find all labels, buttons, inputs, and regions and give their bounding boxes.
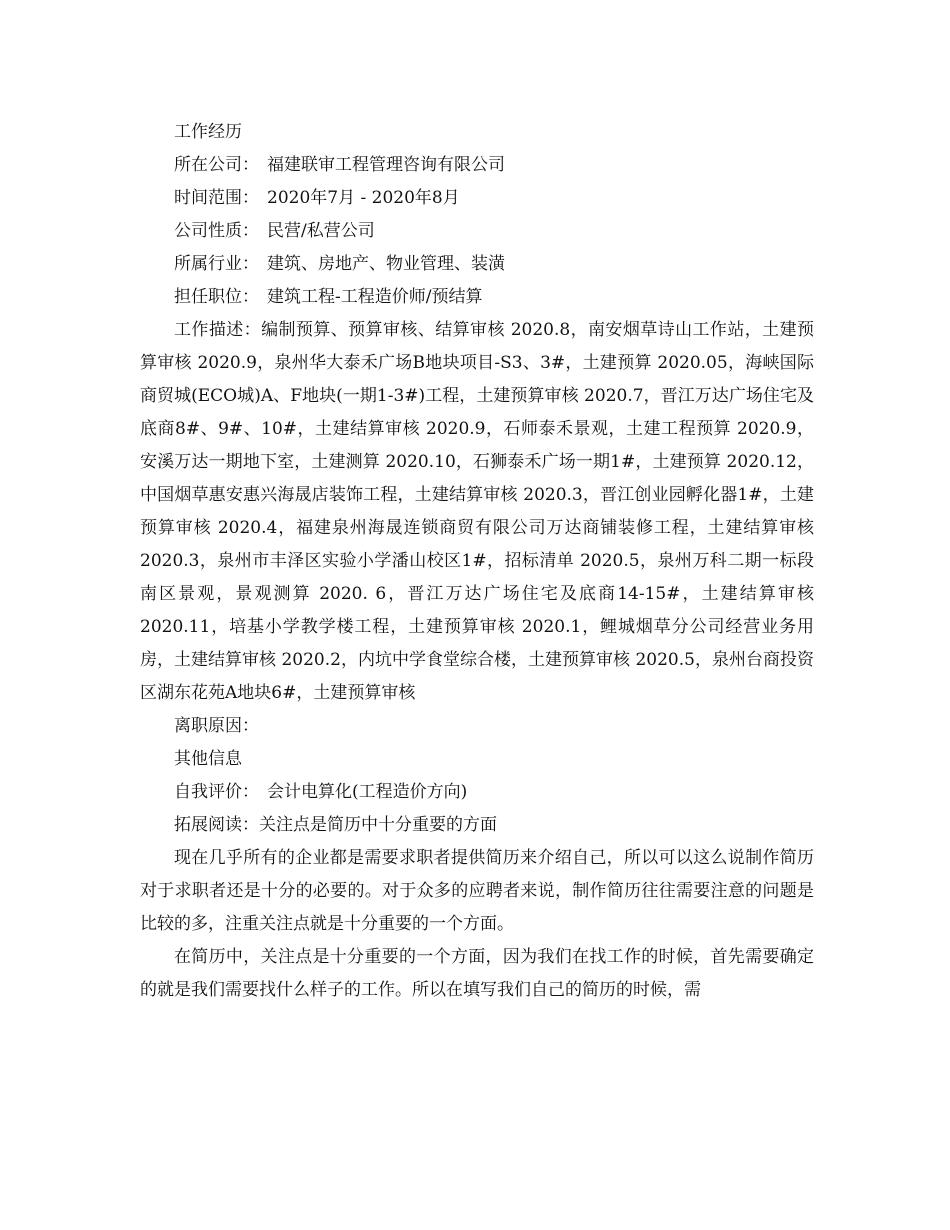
field-label: 所属行业：: [174, 254, 259, 274]
section-heading-work-experience: 工作经历: [174, 122, 242, 142]
work-description: [140, 314, 814, 710]
section-heading-other-info: 其他信息: [174, 749, 242, 769]
field-label: 时间范围：: [174, 188, 259, 208]
document-page: [140, 116, 814, 1007]
work-description-text: 编制预算、预算审核、结算审核 2020.8，南安烟草诗山工作站，土建预算审核 2020.9，泉州华大泰禾广场B地块项目-S3、3#，土建预算 2020.05，海峡国际商贸城(ECO城)A、F地块(一期1-3#)工程，土建预算审核 2020.7，晋江万达广场住宅及底商8#、9#、10#，土建结算审核 2020.9，石师泰禾景观，土建工程预算 2020.9，安溪万达一期地下室，土建测算 2020.10，石狮泰禾广场一期1#，土建预算 2020.12，中国烟草惠安惠兴海晟店装饰工程，土建结算审核 2020.3，晋江创业园孵化器1#，土建预算审核 2020.4，福建泉州海晟连锁商贸有限公司万达商铺装修工程，土建结算审核 2020.3，泉州市丰泽区实验小学潘山校区1#，招标清单 2020.5，泉州万科二期一标段南区景观，景观测算 2020. 6，晋江万达广场住宅及底商14-15#，土建结算审核 2020.11，培基小学教学楼工程，土建预算审核 2020.1，鲤城烟草分公司经营业务用房，土建结算审核 2020.2，内坑中学食堂综合楼，土建预算审核 2020.5，泉州台商投资区湖东花苑A地块6#，土建预算审核: [140, 320, 814, 703]
field-company-type: [140, 215, 814, 248]
field-company: [140, 149, 814, 182]
field-label: 担任职位：: [174, 287, 259, 307]
field-industry: [140, 248, 814, 281]
field-value: 民营/私营公司: [267, 221, 375, 241]
field-label: 自我评价：: [174, 782, 259, 802]
work-description-label: 工作描述：: [174, 320, 262, 340]
field-label: 公司性质：: [174, 221, 259, 241]
field-value: 会计电算化(工程造价方向): [267, 782, 468, 802]
field-value: 建筑工程-工程造价师/预结算: [267, 287, 483, 307]
body-paragraph: 在简历中，关注点是十分重要的一个方面，因为我们在找工作的时候，首先需要确定的就是我们需要找什么样子的工作。所以在填写我们自己的简历的时候，需: [140, 947, 814, 1000]
field-value: 2020年7月 - 2020年8月: [267, 188, 460, 208]
field-label: 所在公司：: [174, 155, 259, 175]
body-paragraph: 现在几乎所有的企业都是需要求职者提供简历来介绍自己，所以可以这么说制作简历对于求职者还是十分的必要的。对于众多的应聘者来说，制作简历往往需要注意的问题是比较的多，注重关注点就是十分重要的一个方面。: [140, 848, 814, 934]
leave-reason: 离职原因：: [174, 716, 259, 736]
field-time-range: [140, 182, 814, 215]
self-evaluation: [140, 776, 814, 809]
extended-reading: 拓展阅读：关注点是简历中十分重要的方面: [174, 815, 497, 835]
field-value: 建筑、房地产、物业管理、装潢: [267, 254, 505, 274]
field-position: [140, 281, 814, 314]
field-value: 福建联审工程管理咨询有限公司: [267, 155, 505, 175]
